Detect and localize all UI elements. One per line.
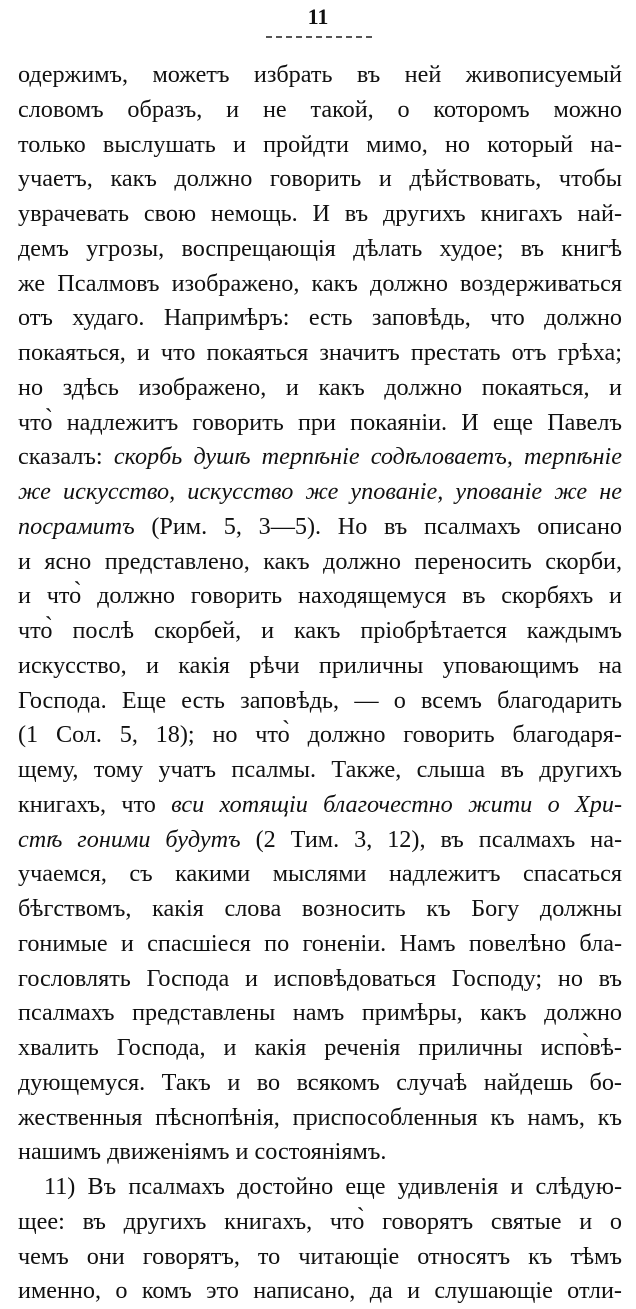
text-line: [18, 823, 622, 858]
text-run: чемъ они говорятъ, то читающіе относятъ къ тѣмъ: [18, 1242, 622, 1270]
text-run: уврачевать свою немощь. И въ другихъ книгахъ най-: [18, 200, 622, 227]
text-run: щее: въ другихъ книгахъ, что̀ говорятъ святые и о: [18, 1207, 622, 1235]
text-run: (2 Тим. 3, 12), въ псалмахъ на-: [240, 825, 622, 853]
italic-quote: стѣ гоними будутъ: [18, 825, 241, 853]
text-line: [18, 892, 622, 927]
text-line: [18, 1101, 622, 1136]
text-run: (1 Сол. 5, 18); но что̀ должно говорить благодаря-: [18, 721, 622, 749]
text-run: и что̀ должно говорить находящемуся въ скорбяхъ и: [18, 582, 622, 610]
text-run: гонимые и спасшіеся по гоненіи. Намъ повелѣно бла-: [18, 929, 622, 957]
header-rule: [266, 36, 372, 38]
text-line: [18, 336, 622, 371]
text-run: 11) Въ псалмахъ достойно еще удивленія и слѣдую-: [44, 1173, 622, 1200]
italic-quote: скорбь душѣ терпѣніе содѣловаетъ, терпѣніе: [113, 443, 622, 471]
text-line: [18, 1031, 622, 1066]
text-line: [18, 510, 622, 545]
text-run: но здѣсь изображено, и какъ должно покаяться, и: [18, 373, 622, 401]
text-line: [18, 475, 622, 510]
text-line: [18, 1205, 622, 1240]
text-run: только выслушать и пройдти мимо, но который на-: [18, 130, 622, 158]
text-run: Господа. Еще есть заповѣдь, — о всемъ благодарить: [18, 686, 622, 714]
text-line: [18, 128, 622, 163]
text-line: [18, 614, 622, 649]
text-line: [18, 440, 622, 475]
text-line: [18, 162, 622, 197]
text-line: [18, 857, 622, 892]
text-line: [18, 93, 622, 128]
text-run: и ясно представлено, какъ должно переносить скорби,: [18, 547, 622, 575]
text-run: учаемся, съ какими мыслями надлежитъ спасаться: [18, 860, 622, 888]
text-line: [18, 1066, 622, 1101]
text-run: дующемуся. Такъ и во всякомъ случаѣ найдешь бо-: [18, 1068, 622, 1096]
text-run: сказалъ:: [18, 443, 114, 471]
text-line: [18, 753, 622, 788]
text-line: [18, 1170, 622, 1205]
text-line: [18, 927, 622, 962]
text-run: отъ худаго. Напримѣръ: есть заповѣдь, что должно: [18, 304, 622, 332]
text-run: словомъ образъ, и не такой, о которомъ можно: [18, 95, 622, 123]
text-run: (Рим. 5, 3—5). Но въ псалмахъ описано: [134, 512, 622, 540]
text-run: гословлять Господа и исповѣдоваться Господу; но въ: [18, 964, 622, 992]
text-line: [18, 1274, 622, 1309]
text-line: [18, 718, 622, 753]
body-text: [18, 58, 622, 1309]
text-run: жественныя пѣснопѣнія, приспособленныя къ намъ, къ: [18, 1103, 622, 1131]
italic-quote: же искусство, искусство же упованіе, упованіе же не: [18, 478, 622, 505]
italic-quote: вси хотящіи благочестно жити о Хри-: [171, 790, 622, 818]
text-run: хвалить Господа, и какія реченія приличны испо̀вѣ-: [18, 1034, 622, 1061]
text-run: демъ угрозы, воспрещающія дѣлать худое; въ книгѣ: [18, 234, 622, 262]
text-run: щему, тому учатъ псалмы. Также, слыша въ другихъ: [18, 756, 622, 783]
text-line: [18, 197, 622, 232]
text-line: [18, 232, 622, 267]
text-run: что̀ послѣ скорбей, и какъ пріобрѣтается каждымъ: [18, 617, 622, 644]
text-run: покаяться, и что покаяться значитъ престать отъ грѣха;: [18, 339, 622, 366]
page-number: 11: [307, 4, 329, 29]
text-run: что̀ надлежитъ говорить при покаяніи. И еще Павелъ: [18, 408, 622, 436]
text-line: [18, 371, 622, 406]
text-line: [18, 406, 622, 441]
text-line: [18, 649, 622, 684]
text-run: нашимъ движеніямъ и состояніямъ.: [18, 1138, 387, 1166]
text-line: [18, 996, 622, 1031]
text-line: [18, 788, 622, 823]
text-line: [18, 1135, 622, 1170]
text-run: псалмахъ представлены намъ примѣры, какъ должно: [18, 999, 622, 1027]
text-line: [18, 545, 622, 580]
text-line: [18, 301, 622, 336]
text-run: именно, о комъ это написано, да и слушающіе отли-: [18, 1277, 622, 1305]
text-run: же Псалмовъ изображено, какъ должно воздерживаться: [18, 269, 622, 297]
text-run: учаетъ, какъ должно говорить и дѣйствовать, чтобы: [18, 165, 622, 193]
text-line: [18, 267, 622, 302]
italic-quote: посрамитъ: [18, 512, 135, 540]
text-line: [18, 684, 622, 719]
text-line: [18, 58, 622, 93]
text-line: [18, 962, 622, 997]
text-run: искусство, и какія рѣчи приличны уповающимъ на: [18, 651, 622, 679]
text-run: одержимъ, можетъ избрать въ ней живописуемый: [18, 61, 622, 88]
text-run: бѣгствомъ, какія слова возносить къ Богу должны: [18, 895, 622, 922]
text-run: книгахъ, что: [18, 790, 172, 818]
text-line: [18, 579, 622, 614]
text-line: [18, 1240, 622, 1275]
